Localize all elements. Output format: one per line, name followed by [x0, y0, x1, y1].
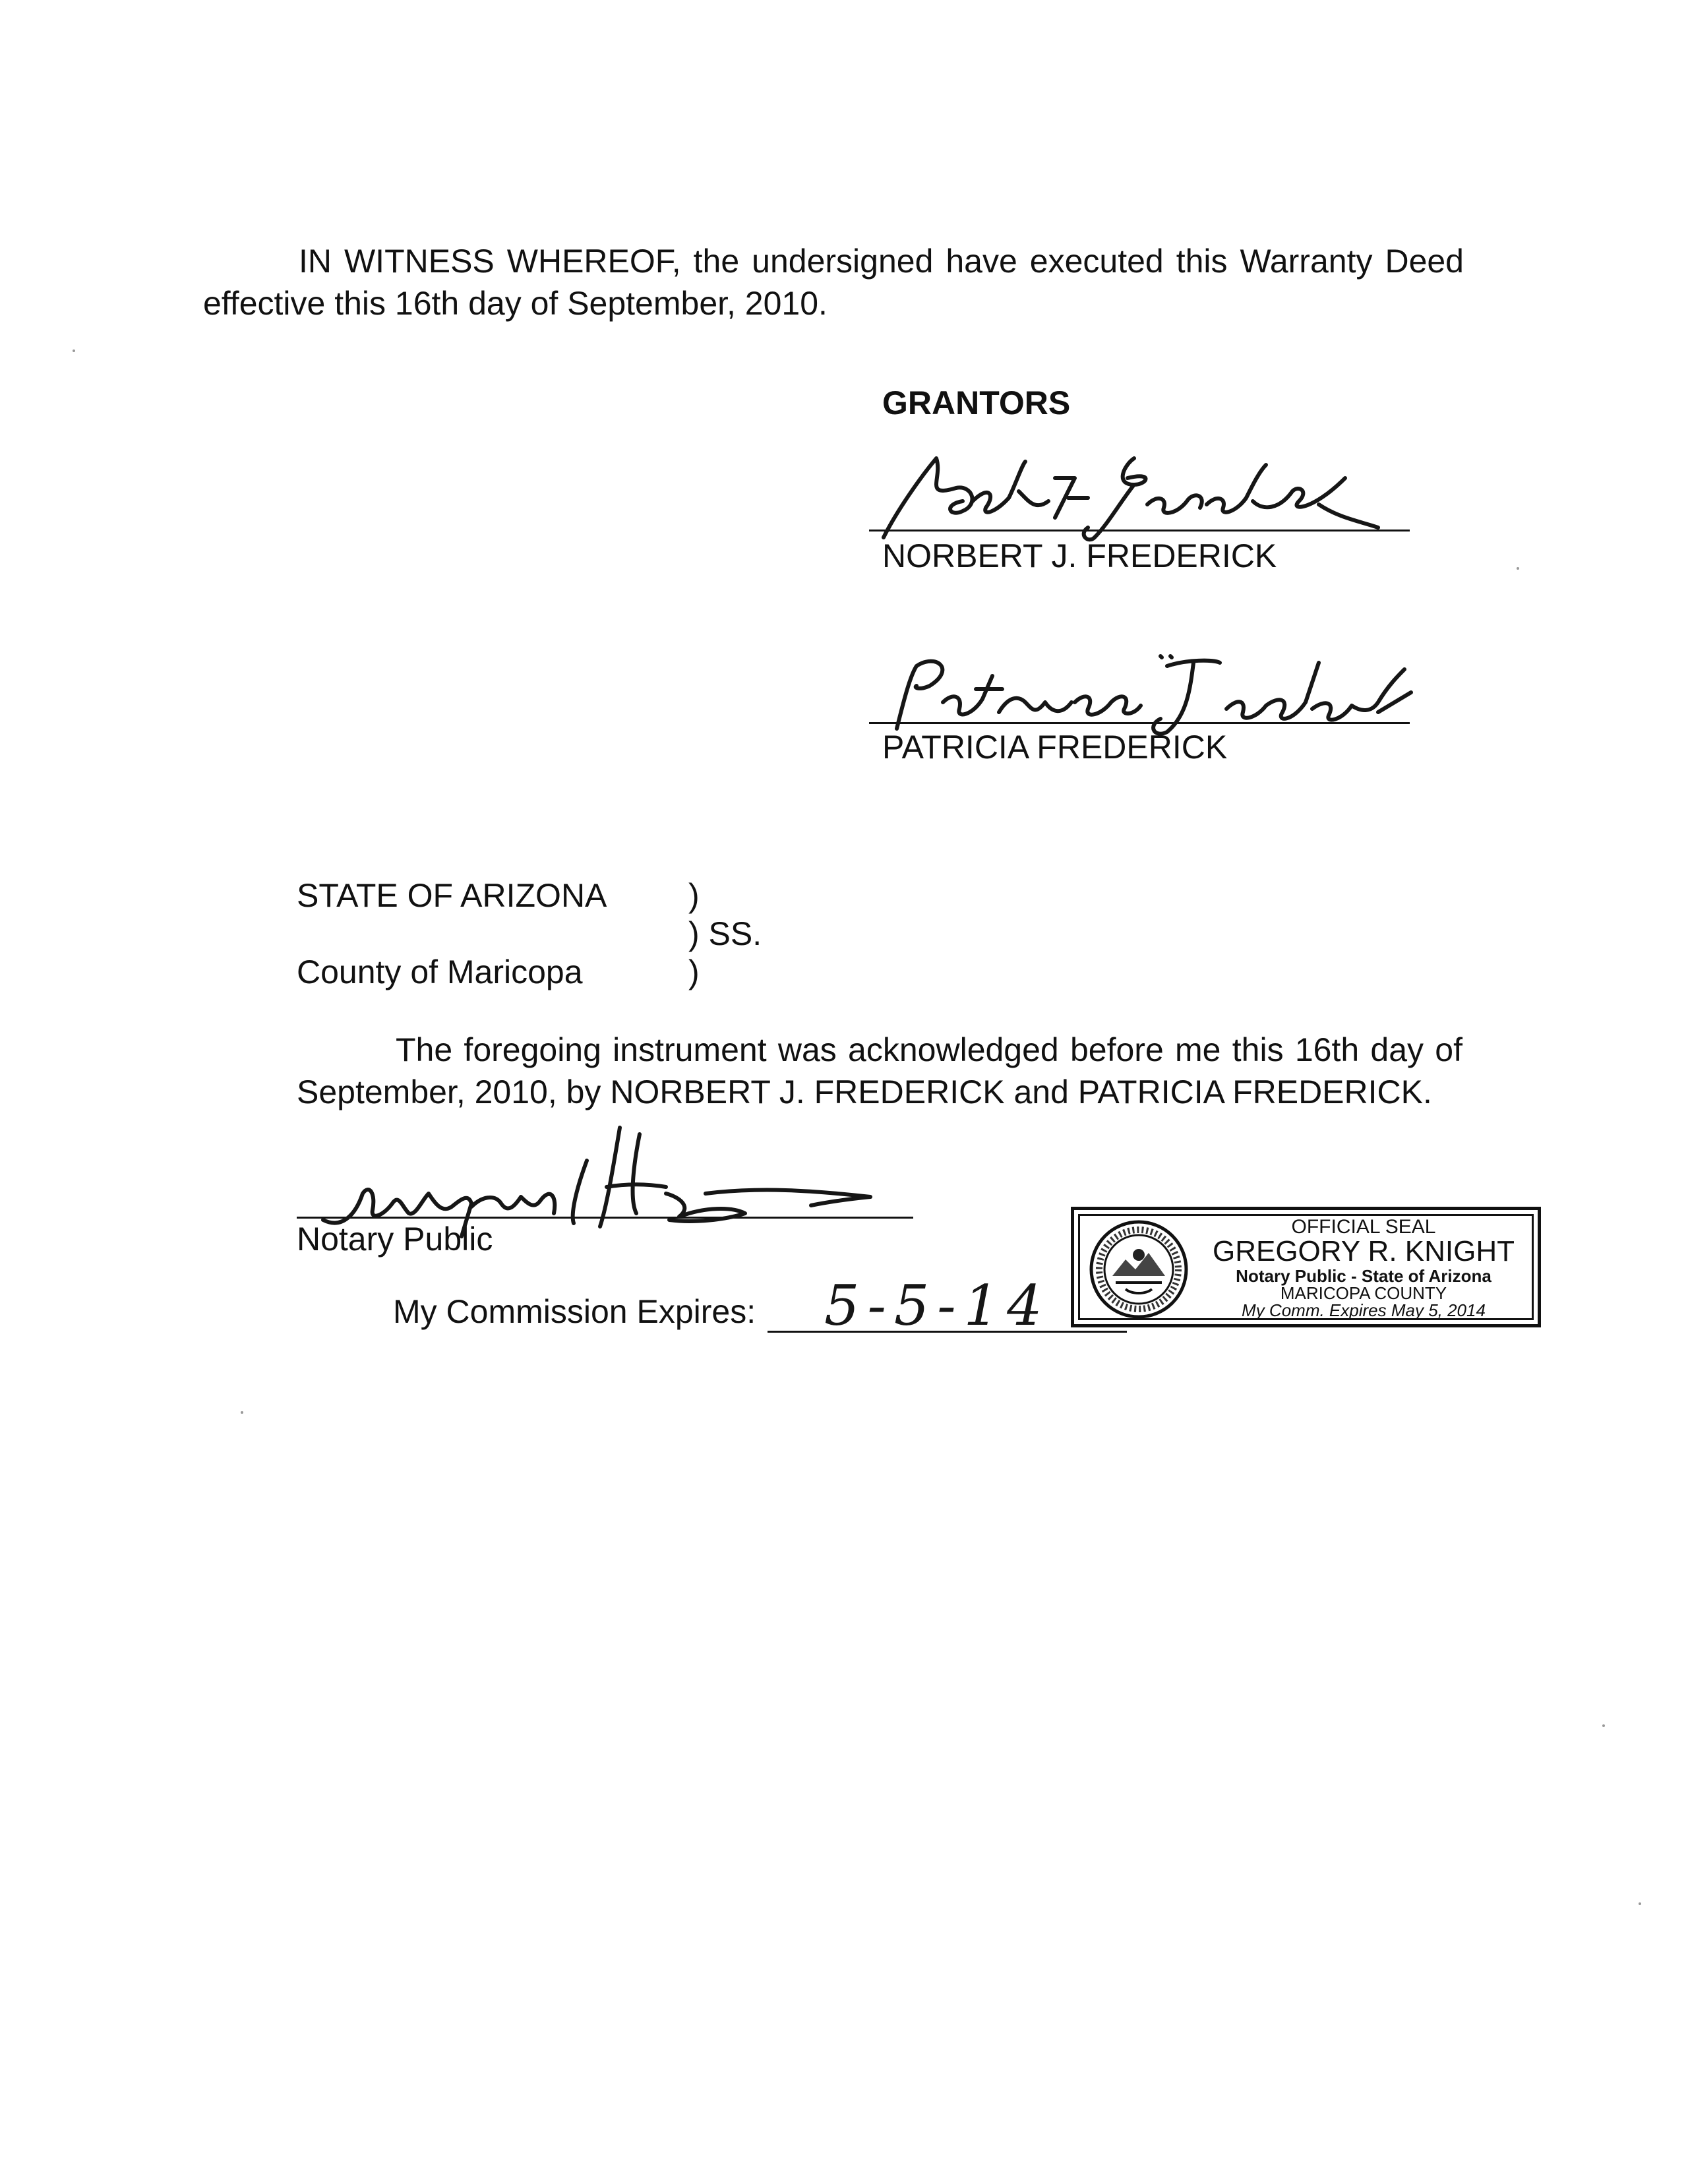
grantors-heading: GRANTORS [882, 384, 1071, 421]
signer-name-1: NORBERT J. FREDERICK [882, 537, 1277, 574]
signature-notary [310, 1114, 903, 1246]
notary-label: Notary Public [297, 1221, 493, 1258]
venue-paren-bottom: ) [688, 954, 700, 990]
scan-speck [73, 349, 75, 352]
seal-line1: Notary Public - State of Arizona [1236, 1266, 1492, 1286]
witness-paragraph: IN WITNESS WHEREOF, the undersigned have executed this Warranty Deed effective this 16th day of September, 2010. [203, 243, 1464, 322]
seal-title: OFFICIAL SEAL [1291, 1216, 1436, 1238]
seal-name: GREGORY R. KNIGHT [1212, 1235, 1515, 1267]
venue-county: County of Maricopa [297, 954, 583, 990]
seal-line3: My Comm. Expires May 5, 2014 [1242, 1300, 1486, 1320]
commission-label: My Commission Expires: [393, 1293, 756, 1330]
seal-line2: MARICOPA COUNTY [1280, 1283, 1447, 1303]
commission-date-handwritten: 5-5-14 [824, 1273, 1050, 1338]
scan-speck [1639, 1902, 1641, 1905]
signature-patricia [877, 650, 1418, 742]
venue-paren-ss: ) SS. [688, 915, 762, 952]
venue-state: STATE OF ARIZONA [297, 877, 607, 914]
acknowledgment-paragraph: The foregoing instrument was acknowledged before me this 16th day of September, 2010, by NORBERT J. FREDERICK and PATRICIA FREDERICK. [297, 1031, 1462, 1110]
signer-name-2: PATRICIA FREDERICK [882, 729, 1228, 766]
arizona-seal-emblem [1086, 1217, 1191, 1322]
scan-speck [1602, 1724, 1605, 1727]
signature-norbert [857, 439, 1372, 551]
venue-paren-top: ) [688, 877, 700, 914]
notary-seal-stamp [1071, 1207, 1541, 1327]
acknowledgment-clause [297, 1029, 1462, 1113]
scan-speck [241, 1411, 243, 1414]
scan-speck [1517, 567, 1519, 570]
witness-clause [203, 240, 1464, 324]
